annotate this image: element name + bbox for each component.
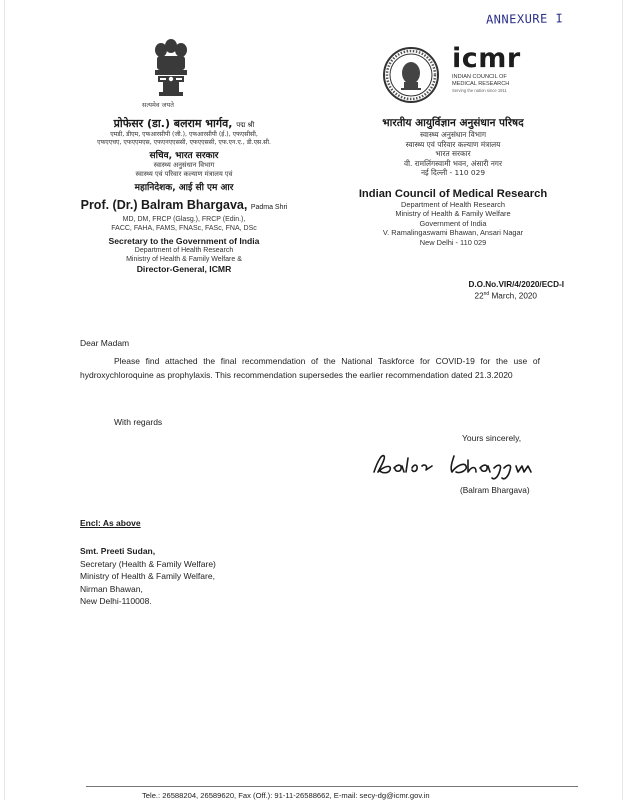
hindi-icmr-govt: भारत सरकार [435, 149, 471, 158]
left-letterhead [54, 116, 314, 274]
hindi-padma: पद्म श्री [236, 121, 255, 129]
icmr-tagline: Serving the nation since 1911 [452, 88, 507, 94]
emblem-caption: सत्यमेव जयते [142, 101, 174, 109]
addressee-line-3: Nirman Bhawan, [80, 583, 143, 594]
english-dept: Department of Health Research [134, 247, 234, 254]
addressee-name: Smt. Preeti Sudan, [80, 546, 156, 556]
hindi-degrees-2: एफएएचए, एफएएमएस, एफएनएएससी, एफएएससी, एफ.एन.ए., डी.एस.सी. [97, 139, 271, 146]
addressee-line-2: Ministry of Health & Family Welfare, [80, 571, 215, 582]
hindi-degrees-1: एमडी, डीएम, एफआरसीपी (जी.), एफआरसीपी (ई.), एफएसीसी, [110, 131, 258, 138]
hindi-icmr-ministry: स्वास्थ्य एवं परिवार कल्याण मंत्रालय [405, 139, 501, 149]
salutation: Dear Madam [80, 338, 130, 348]
hindi-secretary: सचिव, भारत सरकार [149, 151, 219, 161]
addressee-line-1: Secretary (Health & Family Welfare) [80, 558, 216, 569]
english-icmr-title: Indian Council of Medical Research [358, 187, 548, 200]
enclosure-note: Encl: As above [80, 518, 141, 528]
english-name: Prof. (Dr.) Balram Bhargava, [80, 198, 248, 212]
english-ministry: Ministry of Health & Family Welfare & [126, 256, 242, 263]
english-name-line [54, 198, 314, 212]
english-icmr-govt: Government of India [419, 218, 487, 228]
english-icmr-ministry: Ministry of Health & Family Welfare [395, 209, 511, 218]
icmr-logo [452, 43, 522, 94]
english-icmr-address: V. Ramalingaswami Bhawan, Ansari Nagar [382, 228, 524, 237]
english-icmr-dept: Department of Health Research [401, 199, 505, 209]
icmr-logo-line-2: MEDICAL RESEARCH [452, 80, 510, 87]
date-rest: March, 2020 [489, 291, 537, 301]
hindi-icmr-city: नई दिल्ली - 110 029 [420, 168, 486, 177]
hindi-ministry: स्वास्थ्य एवं परिवार कल्याण मंत्रालय एवं [135, 170, 233, 178]
date-suffix: nd [483, 291, 490, 297]
english-degrees-1: MD, DM, FRCP (Glasg.), FRCP (Edin.), [122, 216, 246, 223]
hindi-name: प्रोफेसर (डा.) बलराम भार्गव, [113, 117, 233, 130]
hindi-dg: महानिदेशक, आई सी एम आर [134, 183, 234, 193]
handwritten-signature [368, 446, 568, 482]
scan-edge-right [622, 0, 623, 800]
closing: Yours sincerely, [462, 433, 522, 443]
body-paragraph: Please find attached the final recommendation of the National Taskforce for COVID-19 for the use of hydroxychloroquine as prophylaxis. This recommendation supersedes the earlier recommendation dated 21.3.2020 [80, 356, 540, 380]
english-icmr-city: New Delhi - 110 029 [419, 237, 487, 247]
signature-text: Balram Bhargava [368, 446, 376, 447]
scan-edge-left [4, 0, 5, 800]
letter-date [404, 291, 537, 301]
signatory-name: (Balram Bhargava) [460, 485, 530, 495]
icmr-logo-line-1: INDIAN COUNCIL OF [452, 74, 507, 80]
right-letterhead [338, 116, 568, 247]
hindi-dept: स्वास्थ्य अनुसंधान विभाग [153, 161, 215, 169]
national-emblem-icon [148, 36, 194, 98]
addressee-block [80, 545, 216, 608]
icmr-seal-icon [382, 46, 440, 104]
reference-number: D.O.No.VIR/4/2020/ECD-I [468, 280, 564, 289]
english-dg: Director-General, ICMR [136, 264, 232, 274]
date-day: 22 [474, 291, 484, 301]
hindi-icmr-address: वी. रामलिंगस्वामी भवन, अंसारी नगर [404, 158, 502, 168]
hindi-name-line [54, 116, 314, 131]
hindi-icmr-dept: स्वास्थ्य अनुसंधान विभाग [419, 130, 487, 139]
regards: With regards [114, 417, 163, 427]
addressee-line-4: New Delhi-110008. [80, 596, 152, 607]
footer-divider [86, 786, 578, 787]
annexure-handwritten-label: ANNEXURE I [485, 11, 564, 27]
english-padma: Padma Shri [250, 204, 288, 211]
english-secretary: Secretary to the Government of India [108, 236, 260, 246]
footer-contact: Tele.: 26588204, 26589620, Fax (Off.): 91-11-26588662, E-mail: secy-dg@icmr.gov.in [142, 791, 430, 800]
english-degrees-2: FACC, FAHA, FAMS, FNASc, FASc, FNA, DSc [111, 225, 257, 232]
hindi-icmr-title: भारतीय आयुर्विज्ञान अनुसंधान परिषद [382, 117, 524, 129]
icmr-wordmark: icmr [452, 43, 521, 74]
